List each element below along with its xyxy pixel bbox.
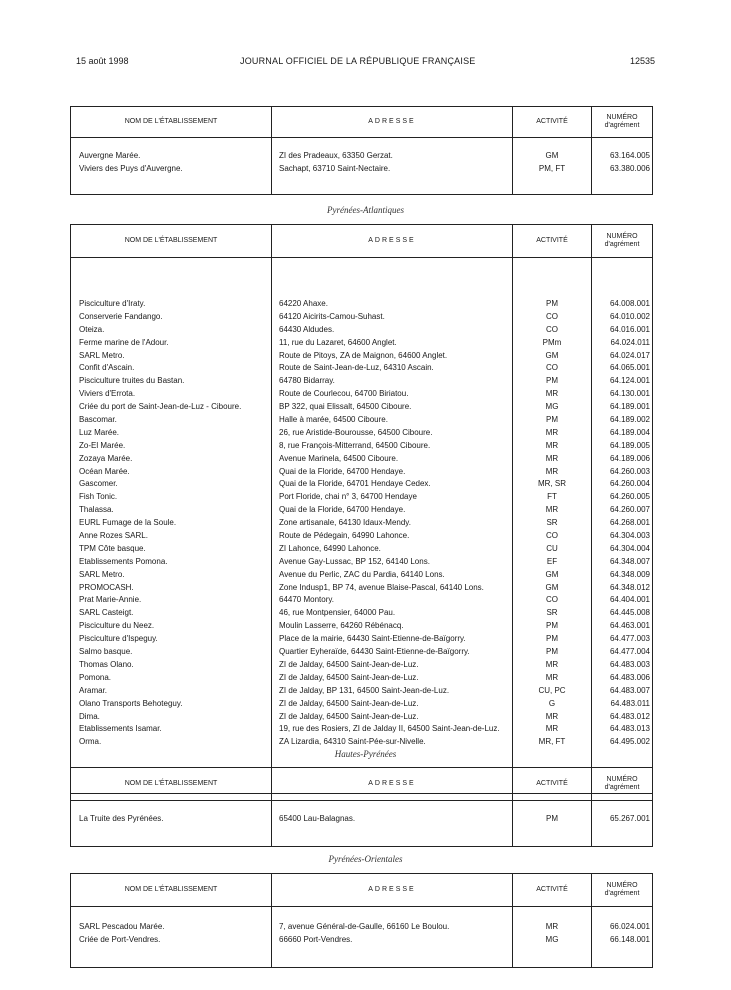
column-divider: [271, 768, 272, 800]
table-row: [71, 401, 652, 414]
column-header-numero-line2: d'agrément: [604, 241, 640, 248]
establishment-activity: PM: [546, 814, 558, 823]
establishment-name: Ferme marine de l'Adour.: [79, 337, 169, 347]
establishment-activity: MR, SR: [538, 479, 566, 489]
table-row: [71, 646, 652, 659]
establishment-name: SARL Metro.: [79, 569, 125, 579]
establishment-name: Conserverie Fandango.: [79, 311, 163, 321]
establishment-activity: GM: [545, 350, 559, 360]
establishment-name: Confit d'Ascain.: [79, 363, 135, 373]
header-journal-title: JOURNAL OFFICIEL DE LA RÉPUBLIQUE FRANÇAISE: [240, 56, 476, 66]
establishment-name: Oteiza.: [79, 324, 105, 334]
establishment-address: ZA Lizardia, 64310 Saint-Pée-sur-Nivelle.: [279, 737, 426, 747]
establishment-name: Viviers des Puys d'Auvergne.: [79, 163, 183, 173]
establishments-table: [70, 106, 653, 195]
establishment-name: Gascomer.: [79, 479, 118, 489]
column-header-activite: ACTIVITÉ: [536, 886, 568, 893]
column-divider: [591, 768, 592, 800]
establishment-name: Anne Rozes SARL.: [79, 531, 148, 541]
approval-number: 64.260.005: [609, 492, 650, 502]
establishment-address: 64470 Montory.: [279, 595, 334, 605]
establishment-activity: MG: [545, 934, 559, 944]
establishment-address: Quai de la Floride, 64701 Hendaye Cedex.: [279, 479, 431, 489]
column-header-activite: ACTIVITÉ: [536, 118, 568, 125]
column-divider: [271, 874, 272, 906]
establishment-name: Pisciculture du Neez.: [79, 621, 155, 631]
establishment-name: Pomona.: [79, 672, 112, 682]
establishment-address: Route de Pédegain, 64990 Lahonce.: [279, 531, 410, 541]
column-header-nom: NOM DE L'ÉTABLISSEMENT: [124, 780, 218, 787]
establishment-address: 64120 Aicirits-Camou-Suhast.: [279, 311, 385, 321]
approval-number: 64.304.003: [609, 531, 650, 541]
table-row: [71, 711, 652, 724]
column-header-adresse: ADRESSE: [368, 886, 416, 893]
approval-number: 64.008.001: [609, 299, 650, 308]
table-row: [71, 298, 652, 311]
column-divider: [512, 874, 513, 906]
header-page-number: 12535: [630, 56, 656, 66]
table-row: [71, 427, 652, 440]
establishment-activity: MR: [545, 427, 559, 437]
establishment-name: Zozaya Marée.: [79, 453, 133, 463]
establishment-name: Thomas Olano.: [79, 659, 134, 669]
approval-number: 64.463.001: [609, 621, 650, 631]
table-row: [71, 543, 652, 556]
establishments-table: [70, 224, 653, 794]
column-header-nom: NOM DE L'ÉTABLISSEMENT: [124, 237, 218, 244]
establishment-activity: MR: [545, 724, 559, 734]
table-row: [71, 362, 652, 375]
approval-number: 64.483.011: [610, 698, 650, 708]
establishment-activity: MG: [545, 402, 559, 412]
establishment-address: 66660 Port-Vendres.: [279, 934, 353, 944]
establishment-activity: MR: [545, 711, 559, 721]
establishment-activity: PM: [546, 415, 558, 425]
table-row: [71, 375, 652, 388]
establishment-activity: MR: [545, 466, 559, 476]
establishment-activity: PM: [546, 621, 558, 631]
establishment-address: 26, rue Aristide-Bourousse, 64500 Ciboure.: [279, 427, 433, 437]
establishment-name: EURL Fumage de la Soule.: [79, 518, 177, 528]
establishment-address: ZI de Jalday, BP 131, 64500 Saint-Jean-de-Luz.: [279, 685, 450, 695]
establishment-name: Viviers d'Errota.: [79, 389, 136, 399]
establishment-name: Océan Marée.: [79, 466, 130, 476]
establishment-address: Route de Courlecou, 64700 Biriatou.: [279, 389, 409, 399]
column-header-numero-line2: d'agrément: [604, 890, 640, 897]
table-row: [71, 163, 652, 176]
approval-number: 64.260.004: [609, 479, 650, 489]
approval-number: 64.445.008: [609, 608, 650, 618]
region-title: Hautes-Pyrénées: [334, 749, 397, 759]
establishment-address: ZI de Jalday, 64500 Saint-Jean-de-Luz.: [279, 659, 419, 669]
establishment-address: 65400 Lau-Balagnas.: [279, 814, 356, 823]
column-header-numero-line2: d'agrément: [604, 122, 640, 129]
table-row: [71, 698, 652, 711]
establishment-activity: G: [548, 698, 556, 708]
establishment-address: 8, rue François-Mitterrand, 64500 Ciboure.: [279, 440, 431, 450]
approval-number: 64.065.001: [609, 363, 650, 373]
column-header-adresse: ADRESSE: [368, 780, 416, 787]
column-divider: [591, 225, 592, 257]
column-divider: [271, 225, 272, 257]
approval-number: 64.483.013: [609, 724, 650, 734]
establishment-address: 11, rue du Lazaret, 64600 Anglet.: [279, 337, 397, 347]
establishment-address: ZI des Pradeaux, 63350 Gerzat.: [279, 151, 393, 160]
establishment-name: Orma.: [79, 737, 102, 747]
column-header-nom: NOM DE L'ÉTABLISSEMENT: [124, 886, 218, 893]
approval-number: 64.189.002: [609, 415, 650, 425]
establishment-activity: MR, FT: [538, 737, 566, 747]
table-row: [71, 150, 652, 163]
establishment-address: Quartier Eyheraïde, 64430 Saint-Etienne-de-Baïgorry.: [279, 647, 470, 657]
establishment-name: PROMOCASH.: [79, 582, 134, 592]
establishment-address: ZI Lahonce, 64990 Lahonce.: [279, 543, 381, 553]
establishment-activity: CO: [546, 311, 558, 321]
establishment-activity: CO: [546, 324, 558, 334]
establishment-address: Route de Pitoys, ZA de Maignon, 64600 Anglet.: [279, 350, 448, 360]
establishment-name: Pisciculture d'Ispeguy.: [79, 634, 158, 644]
table-row: [71, 594, 652, 607]
establishment-activity: GM: [545, 151, 559, 160]
column-header-activite: ACTIVITÉ: [536, 780, 568, 787]
approval-number: 64.348.012: [609, 582, 650, 592]
table-row: [71, 633, 652, 646]
approval-number: 65.267.001: [609, 814, 650, 823]
establishment-address: ZI de Jalday, 64500 Saint-Jean-de-Luz.: [279, 698, 419, 708]
establishment-address: 64220 Ahaxe.: [279, 299, 328, 308]
approval-number: 64.010.002: [609, 311, 650, 321]
region-title: Pyrénées-Atlantiques: [327, 205, 404, 215]
establishment-activity: PM: [546, 299, 558, 308]
header-date: 15 août 1998: [76, 56, 129, 66]
establishment-name: Aramar.: [79, 685, 108, 695]
column-divider: [512, 107, 513, 137]
table-body: [71, 801, 652, 846]
table-row: [71, 388, 652, 401]
approval-number: 64.404.001: [609, 595, 650, 605]
table-row: [71, 453, 652, 466]
establishment-address: Avenue Gay-Lussac, BP 152, 64140 Lons.: [279, 556, 430, 566]
table-row: [71, 685, 652, 698]
establishment-name: Fish Tonic.: [79, 492, 118, 502]
establishment-address: 7, avenue Général-de-Gaulle, 66160 Le Boulou.: [279, 922, 450, 931]
establishment-address: 19, rue des Rosiers, ZI de Jalday II, 64500 Saint-Jean-de-Luz.: [279, 724, 500, 734]
table-row: [71, 723, 652, 736]
column-header-numero-line1: NUMÉRO: [606, 233, 638, 240]
approval-number: 64.477.004: [609, 647, 650, 657]
establishments-table: [70, 873, 653, 968]
approval-number: 64.477.003: [609, 634, 650, 644]
establishment-name: Pisciculture truites du Bastan.: [79, 376, 185, 386]
column-header-nom: NOM DE L'ÉTABLISSEMENT: [124, 118, 218, 125]
approval-number: 64.016.001: [609, 324, 650, 334]
establishment-address: Quai de la Floride, 64700 Hendaye.: [279, 505, 406, 515]
table-row: [71, 414, 652, 427]
table-row: [71, 672, 652, 685]
approval-number: 64.348.007: [609, 556, 650, 566]
table-row: [71, 569, 652, 582]
approval-number: 64.483.003: [609, 659, 650, 669]
establishment-name: La Truite des Pyrénées.: [79, 814, 164, 823]
establishment-name: Luz Marée.: [79, 427, 120, 437]
establishment-name: Prat Marie-Annie.: [79, 595, 142, 605]
establishment-address: ZI de Jalday, 64500 Saint-Jean-de-Luz.: [279, 672, 419, 682]
establishment-activity: SR: [546, 518, 558, 528]
column-header-numero-line2: d'agrément: [604, 784, 640, 791]
table-row: [71, 440, 652, 453]
establishment-name: Etablissements Pomona.: [79, 556, 168, 566]
table-row: [71, 517, 652, 530]
column-header-numero: [592, 107, 652, 137]
establishment-activity: MR: [545, 922, 559, 931]
page-header: [0, 54, 731, 70]
establishment-address: 64430 Aldudes.: [279, 324, 335, 334]
column-divider: [591, 874, 592, 906]
establishment-address: Avenue du Perlic, ZAC du Pardia, 64140 Lons.: [279, 569, 445, 579]
establishment-name: TPM Côte basque.: [79, 543, 146, 553]
table-row: [71, 466, 652, 479]
establishment-name: Salmo basque.: [79, 647, 133, 657]
establishment-activity: SR: [546, 608, 558, 618]
table-header: [71, 225, 652, 258]
table-row: [71, 556, 652, 569]
approval-number: 64.189.004: [609, 427, 650, 437]
table-row: [71, 311, 652, 324]
approval-number: 64.189.005: [609, 440, 650, 450]
approval-number: 64.268.001: [609, 518, 650, 528]
establishment-activity: MR: [545, 505, 559, 515]
establishment-name: Dima.: [79, 711, 100, 721]
establishment-name: Bascomar.: [79, 415, 117, 425]
column-header-adresse: ADRESSE: [368, 118, 416, 125]
table-row: [71, 921, 652, 934]
table-row: [71, 659, 652, 672]
column-header-numero-line1: NUMÉRO: [606, 882, 638, 889]
approval-number: 64.483.012: [609, 711, 650, 721]
establishment-activity: PMm: [542, 337, 562, 347]
establishment-name: Auvergne Marée.: [79, 151, 141, 160]
establishment-address: 64780 Bidarray.: [279, 376, 335, 386]
establishment-address: Sachapt, 63710 Saint-Nectaire.: [279, 163, 391, 173]
establishment-name: Olano Transports Behoteguy.: [79, 698, 183, 708]
table-header: [71, 768, 652, 801]
approval-number: 64.483.007: [609, 685, 650, 695]
approval-number: 64.348.009: [609, 569, 650, 579]
table-row: [71, 478, 652, 491]
column-header-numero: [592, 768, 652, 800]
table-row: [71, 582, 652, 595]
establishment-name: Etablissements Isamar.: [79, 724, 162, 734]
establishment-activity: PM: [546, 634, 558, 644]
approval-number: 64.495.002: [609, 737, 650, 747]
establishment-name: SARL Casteigt.: [79, 608, 134, 618]
establishment-name: Criée de Port-Vendres.: [79, 934, 161, 944]
establishment-activity: MR: [545, 440, 559, 450]
table-row: [71, 607, 652, 620]
establishment-activity: PM: [546, 376, 558, 386]
establishment-address: Quai de la Floride, 64700 Hendaye.: [279, 466, 406, 476]
establishment-activity: CO: [546, 363, 558, 373]
establishment-activity: MR: [545, 453, 559, 463]
column-divider: [512, 768, 513, 800]
establishment-address: BP 322, quai Elissalt, 64500 Ciboure.: [279, 402, 412, 412]
table-row: [71, 324, 652, 337]
table-body: [71, 138, 652, 194]
table-header: [71, 107, 652, 138]
establishment-activity: GM: [545, 582, 559, 592]
approval-number: 64.260.003: [609, 466, 650, 476]
approval-number: 64.189.001: [609, 402, 650, 412]
column-header-numero-line1: NUMÉRO: [606, 114, 638, 121]
establishment-activity: CU, PC: [538, 685, 566, 695]
table-row: [71, 530, 652, 543]
establishment-activity: MR: [545, 659, 559, 669]
establishment-address: Port Floride, chai n° 3, 64700 Hendaye: [279, 492, 417, 502]
table-row: [71, 813, 652, 826]
approval-number: 66.148.001: [609, 934, 650, 944]
establishment-name: Thalassa.: [79, 505, 114, 515]
establishment-activity: CU: [546, 543, 558, 553]
establishment-activity: EF: [546, 556, 558, 566]
establishment-name: SARL Metro.: [79, 350, 125, 360]
column-header-numero: [592, 874, 652, 906]
establishment-activity: PM, FT: [538, 163, 566, 173]
approval-number: 64.024.017: [609, 350, 650, 360]
region-title: Pyrénées-Orientales: [328, 854, 403, 864]
establishment-address: Zone Indusp1, BP 74, avenue Blaise-Pascal, 64140 Lons.: [279, 582, 484, 592]
establishment-name: Pisciculture d'Iraty.: [79, 299, 146, 308]
establishment-activity: FT: [547, 492, 557, 502]
column-divider: [271, 107, 272, 137]
establishment-address: Avenue Marinela, 64500 Ciboure.: [279, 453, 399, 463]
approval-number: 64.260.007: [609, 505, 650, 515]
column-header-numero: [592, 225, 652, 257]
establishment-activity: MR: [545, 672, 559, 682]
establishments-table: [70, 767, 653, 847]
approval-number: 63.380.006: [609, 163, 650, 173]
establishment-address: Zone artisanale, 64130 Idaux-Mendy.: [279, 518, 411, 528]
approval-number: 63.164.005: [609, 151, 650, 160]
column-header-adresse: ADRESSE: [368, 237, 416, 244]
establishment-address: Moulin Lasserre, 64260 Rébénacq.: [279, 621, 404, 631]
column-header-activite: ACTIVITÉ: [536, 237, 568, 244]
approval-number: 64.130.001: [609, 389, 650, 399]
establishment-activity: GM: [545, 569, 559, 579]
establishment-name: Zo-El Marée.: [79, 440, 126, 450]
establishment-address: ZI de Jalday, 64500 Saint-Jean-de-Luz.: [279, 711, 419, 721]
approval-number: 64.189.006: [609, 453, 650, 463]
table-header: [71, 874, 652, 907]
establishment-name: Criée du port de Saint-Jean-de-Luz - Ciboure.: [79, 402, 242, 412]
table-row: [71, 350, 652, 363]
establishment-activity: MR: [545, 389, 559, 399]
column-divider: [591, 107, 592, 137]
column-header-numero-line1: NUMÉRO: [606, 776, 638, 783]
establishment-activity: CO: [546, 531, 558, 541]
establishment-activity: CO: [546, 595, 558, 605]
table-row: [71, 620, 652, 633]
approval-number: 64.024.011: [610, 337, 650, 347]
column-divider: [512, 225, 513, 257]
establishment-address: 46, rue Montpensier, 64000 Pau.: [279, 608, 396, 618]
approval-number: 64.483.006: [609, 672, 650, 682]
table-body: [71, 258, 652, 793]
table-row: [71, 504, 652, 517]
establishment-address: Place de la mairie, 64430 Saint-Etienne-de-Baïgorry.: [279, 634, 466, 644]
table-row: [71, 491, 652, 504]
establishment-address: Route de Saint-Jean-de-Luz, 64310 Ascain.: [279, 363, 434, 373]
approval-number: 66.024.001: [609, 922, 650, 931]
establishment-name: SARL Pescadou Marée.: [79, 922, 165, 931]
approval-number: 64.304.004: [609, 543, 650, 553]
establishment-address: Halle à marée, 64500 Ciboure.: [279, 415, 388, 425]
approval-number: 64.124.001: [609, 376, 650, 386]
establishment-activity: PM: [546, 647, 558, 657]
table-body: [71, 907, 652, 967]
table-row: [71, 736, 652, 749]
table-row: [71, 934, 652, 947]
table-row: [71, 337, 652, 350]
